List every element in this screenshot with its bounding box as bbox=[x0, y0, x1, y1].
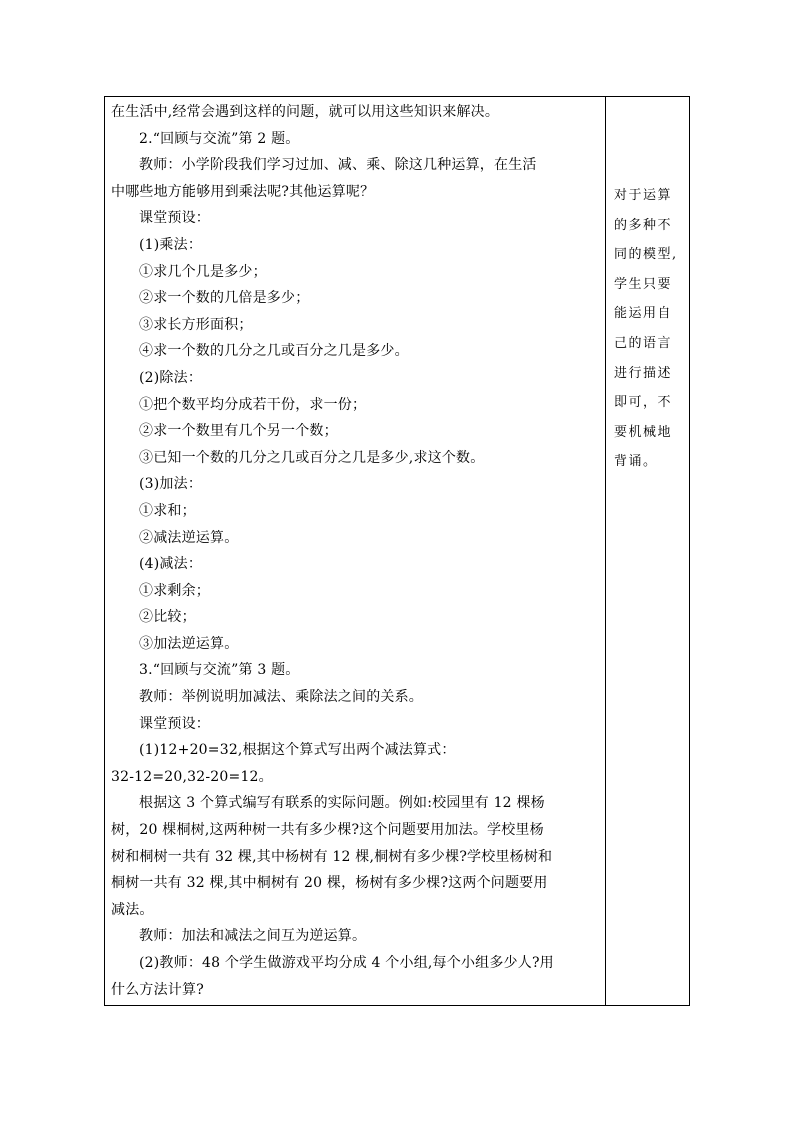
side-note-column bbox=[614, 181, 686, 477]
content-line: 桐树一共有 32 棵,其中桐树有 20 棵，杨树有多少棵?这两个问题要用 bbox=[111, 875, 548, 892]
side-note-line: 学生只要 bbox=[614, 276, 673, 292]
content-line: 教师：举例说明加减法、乘除法之间的关系。 bbox=[139, 689, 423, 706]
column-divider bbox=[605, 97, 606, 1005]
content-line: 树和桐树一共有 32 棵,其中杨树有 12 棵,桐树有多少棵?学校里杨树和 bbox=[111, 848, 553, 865]
content-line: (2)教师：48 个学生做游戏平均分成 4 个小组,每个小组多少人?用 bbox=[139, 955, 554, 971]
content-line: ②求一个数的几倍是多少； bbox=[139, 290, 310, 307]
content-line: 减法。 bbox=[111, 901, 154, 918]
content-line: ②求一个数里有几个另一个数； bbox=[139, 423, 338, 440]
side-note-line: 进行描述 bbox=[614, 365, 673, 381]
content-line: (2)除法： bbox=[139, 369, 203, 386]
content-line: ④求一个数的几分之几或百分之几是多少。 bbox=[139, 343, 409, 360]
content-line: ③求长方形面积； bbox=[139, 316, 253, 333]
content-line: ①求几个几是多少； bbox=[139, 263, 267, 280]
content-line: 32-12=20,32-20=12。 bbox=[111, 768, 273, 785]
content-line: (1)12+20=32,根据这个算式写出两个减法算式： bbox=[139, 742, 456, 759]
side-note-line: 的多种不 bbox=[614, 217, 673, 233]
content-line: 根据这 3 个算式编写有联系的实际问题。例如:校园里有 12 棵杨 bbox=[139, 795, 545, 812]
side-note-line: 要机械地 bbox=[614, 424, 673, 440]
content-line: 3.“回顾与交流”第 3 题。 bbox=[139, 662, 300, 679]
content-line: ②比较； bbox=[139, 609, 196, 626]
content-line: 2.“回顾与交流”第 2 题。 bbox=[139, 130, 300, 147]
content-line: ③加法逆运算。 bbox=[139, 635, 239, 652]
content-line: (4)减法： bbox=[139, 556, 203, 573]
content-line: ①求剩余； bbox=[139, 582, 210, 599]
side-note-line: 即可，不 bbox=[614, 395, 673, 411]
content-line: (3)加法： bbox=[139, 476, 203, 493]
content-line: ②减法逆运算。 bbox=[139, 529, 239, 546]
content-line: 课堂预设： bbox=[139, 715, 210, 732]
side-note-line: 能运用自 bbox=[614, 306, 673, 322]
content-line: 教师：加法和减法之间互为逆运算。 bbox=[139, 928, 367, 945]
lesson-table bbox=[104, 96, 690, 1006]
content-line: 中哪些地方能够用到乘法呢?其他运算呢？ bbox=[111, 183, 375, 200]
content-line: (1)乘法： bbox=[139, 236, 203, 253]
content-line: ①把个数平均分成若干份，求一份； bbox=[139, 396, 367, 413]
content-line: 课堂预设： bbox=[139, 210, 210, 227]
content-line: 在生活中,经常会遇到这样的问题，就可以用这些知识来解决。 bbox=[111, 104, 500, 120]
side-note-line: 对于运算 bbox=[614, 188, 673, 203]
main-content-column bbox=[111, 99, 601, 1003]
side-note-line: 己的语言 bbox=[614, 335, 673, 351]
side-note-line: 背诵。 bbox=[614, 454, 658, 470]
content-line: 教师：小学阶段我们学习过加、减、乘、除这几种运算，在生活 bbox=[139, 157, 537, 174]
content-line: 什么方法计算? bbox=[111, 981, 204, 998]
content-line: ③已知一个数的几分之几或百分之几是多少,求这个数。 bbox=[139, 449, 485, 466]
side-note-line: 同的模型, bbox=[614, 247, 678, 263]
content-line: 树，20 棵桐树,这两种树一共有多少棵?这个问题要用加法。学校里杨 bbox=[111, 822, 544, 839]
content-line: ①求和； bbox=[139, 502, 196, 519]
